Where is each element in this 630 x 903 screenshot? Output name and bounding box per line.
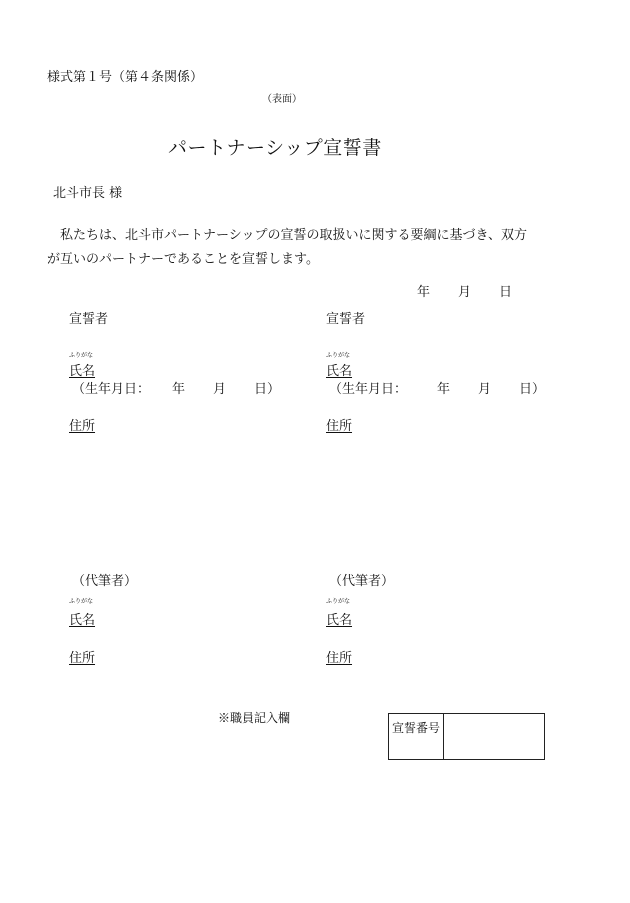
form-number: 様式第１号（第４条関係） bbox=[47, 70, 204, 85]
declaration-number-label: 宣誓番号 bbox=[389, 714, 444, 759]
declarant-1-birth-month: 月 bbox=[213, 382, 227, 397]
side-label: （表面） bbox=[262, 94, 302, 105]
addressee: 北斗市長 様 bbox=[53, 186, 123, 201]
declarant-2-address-label: 住所 bbox=[326, 419, 353, 434]
proxy-1-heading: （代筆者） bbox=[72, 574, 138, 589]
declarant-1-address-label: 住所 bbox=[69, 419, 96, 434]
proxy-2-address-label: 住所 bbox=[326, 651, 353, 666]
document-title: パートナーシップ宣誓書 bbox=[168, 137, 382, 159]
declarant-2-heading: 宣誓者 bbox=[326, 312, 366, 327]
date-day-label: 日 bbox=[499, 285, 513, 300]
declarant-2-name-label: 氏名 bbox=[326, 364, 353, 379]
declarant-2-birth-month: 月 bbox=[478, 382, 492, 397]
proxy-1-furigana: ふりがな bbox=[69, 598, 94, 605]
declarant-1-birth-open: （生年月日： bbox=[72, 382, 151, 397]
date-year-label: 年 bbox=[417, 285, 431, 300]
declarant-1-birth-year: 年 bbox=[172, 382, 186, 397]
declarant-1-furigana: ふりがな bbox=[69, 352, 94, 359]
date-line bbox=[417, 281, 512, 300]
declaration-line-1: 私たちは、北斗市パートナーシップの宣誓の取扱いに関する要綱に基づき、双方 bbox=[60, 228, 527, 243]
declarant-1-birth-line bbox=[72, 378, 280, 397]
staff-use-note: ※職員記入欄 bbox=[218, 711, 291, 725]
declarant-2-birth-line bbox=[329, 378, 545, 397]
declaration-line-2: が互いのパートナーであることを宣誓します。 bbox=[47, 252, 319, 267]
declarant-1-birth-close: 日） bbox=[254, 382, 281, 397]
declarant-1-heading: 宣誓者 bbox=[69, 312, 109, 327]
declaration-text bbox=[47, 224, 567, 272]
declarant-2-birth-year: 年 bbox=[437, 382, 451, 397]
proxy-2-name-label: 氏名 bbox=[326, 613, 353, 628]
declaration-number-value[interactable] bbox=[444, 714, 544, 759]
proxy-2-heading: （代筆者） bbox=[329, 574, 395, 589]
declarant-2-birth-open: （生年月日： bbox=[329, 382, 408, 397]
proxy-1-address-label: 住所 bbox=[69, 651, 96, 666]
declarant-2-birth-close: 日） bbox=[519, 382, 546, 397]
staff-number-table bbox=[388, 713, 545, 760]
date-month-label: 月 bbox=[458, 285, 472, 300]
declarant-1-name-label: 氏名 bbox=[69, 364, 96, 379]
proxy-2-furigana: ふりがな bbox=[326, 598, 351, 605]
declarant-2-furigana: ふりがな bbox=[326, 352, 351, 359]
proxy-1-name-label: 氏名 bbox=[69, 613, 96, 628]
